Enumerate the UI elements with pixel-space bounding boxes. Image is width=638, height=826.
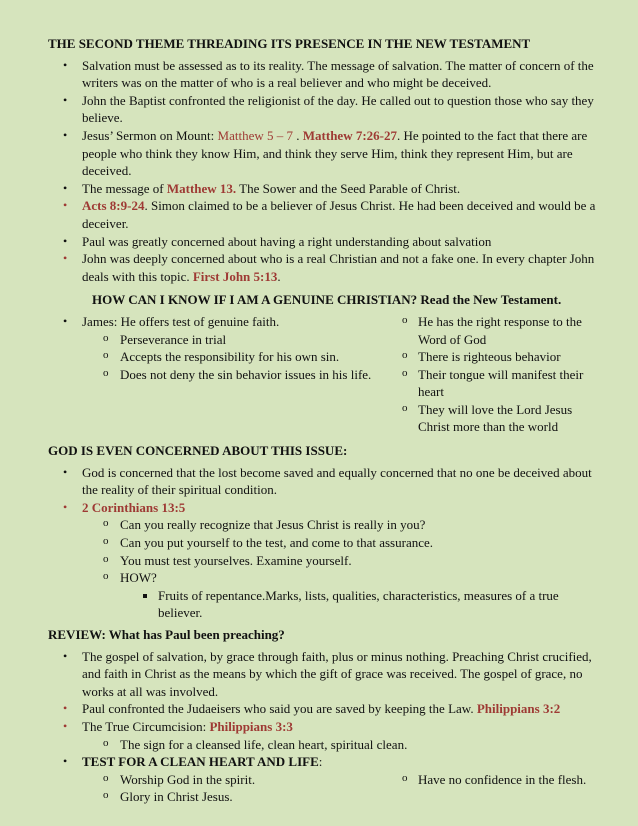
item-text: Have no confidence in the flesh. [418, 771, 587, 787]
section4-list [48, 648, 602, 771]
list-item [48, 250, 602, 285]
list-item [48, 648, 602, 701]
item-text: Does not deny the sin behavior issues in his life. [120, 366, 372, 382]
right-column [388, 771, 602, 806]
list-item [48, 736, 602, 754]
clean-heart-two-column [48, 771, 602, 806]
list-item [48, 569, 602, 587]
heading-god-concerned: GOD IS EVEN CONCERNED ABOUT THIS ISSUE: [48, 443, 348, 459]
item-text: Perseverance in trial [120, 331, 227, 347]
list-item [388, 366, 602, 401]
item-text: God is concerned that the lost become saved and equally concerned that no one be deceived about the reality of their spiritual condition. [82, 464, 592, 498]
item-text: You must test yourselves. Examine yourself. [120, 552, 352, 568]
list-item [48, 534, 602, 552]
scripture-ref: First John 5:13 [192, 268, 278, 284]
list-item [48, 788, 388, 806]
list-item [48, 348, 388, 366]
list-item [48, 464, 602, 499]
scripture-ref: Acts 8:9-24 [82, 198, 145, 214]
item-text: Their tongue will manifest their heart [418, 366, 584, 400]
scripture-ref: Matthew 7:26-27 [302, 127, 397, 143]
list-item [48, 587, 602, 622]
scripture-ref: Matthew 13. [166, 180, 237, 196]
list-item [48, 233, 602, 251]
list-item [48, 753, 602, 771]
item-text: Can you really recognize that Jesus Christ is really in you? [120, 517, 426, 533]
item-text: HOW? [120, 570, 157, 586]
test-heading: TEST FOR A CLEAN HEART AND LIFE [82, 754, 319, 770]
item-text: Jesus’ Sermon on Mount: [82, 127, 218, 143]
item-text: Fruits of repentance.Marks, lists, qualities, characteristics, measures of a true believer. [158, 587, 559, 621]
scripture-ref: Philippians 3:3 [209, 718, 293, 734]
item-text: : [318, 754, 323, 770]
list-item [48, 127, 602, 180]
list-item [48, 700, 602, 718]
list-item [388, 401, 602, 436]
item-text: . [277, 268, 281, 284]
item-text: The message of [82, 180, 167, 196]
james-two-column [48, 313, 602, 436]
left-column [48, 313, 388, 436]
item-text: Glory in Christ Jesus. [120, 789, 233, 805]
list-item [48, 771, 388, 789]
list-item [48, 718, 602, 736]
list-item [48, 92, 602, 127]
item-text: The True Circumcision: [82, 718, 210, 734]
item-text: . He pointed to the fact that there are people who think they know Him, and think they serve Him, think they represent Him, but are deceived. [82, 127, 588, 179]
list-item [48, 180, 602, 198]
heading-review: REVIEW: What has Paul been preaching? [48, 627, 285, 642]
item-text: Paul was greatly concerned about having a right understanding about salvation [82, 233, 492, 249]
item-text: They will love the Lord Jesus Christ more than the world [418, 401, 573, 435]
list-item [48, 331, 388, 349]
scripture-ref: Philippians 3:2 [476, 701, 561, 717]
list-item [48, 516, 602, 534]
heading-second-theme: THE SECOND THEME THREADING ITS PRESENCE IN THE NEW TESTAMENT [48, 36, 531, 51]
scripture-ref: 2 Corinthians 13:5 [82, 499, 186, 515]
item-text: The gospel of salvation, by grace through faith, plus or minus nothing. Preaching Christ crucified, and faith in Christ as the means by which the gift of grace was received. The gospel of grace, no works at all was involved. [82, 648, 592, 699]
list-item [48, 57, 602, 92]
item-text: Can you put yourself to the test, and come to that assurance. [120, 535, 434, 551]
item-text: John was deeply concerned about who is a real Christian and not a fake one. In every chapter John deals with this topic. [82, 251, 595, 284]
list-item [48, 366, 388, 384]
list-item [48, 197, 602, 232]
list-item [48, 499, 602, 517]
item-text: James: He offers test of genuine faith. [82, 313, 280, 329]
heading-genuine-christian: HOW CAN I KNOW IF I AM A GENUINE CHRISTIAN? Read the New Testament. [92, 292, 562, 308]
list-item [48, 313, 388, 331]
list-item [388, 771, 602, 789]
list-item [48, 552, 602, 570]
item-text: Accepts the responsibility for his own sin. [120, 349, 340, 365]
list-item [388, 348, 602, 366]
item-text: Worship God in the spirit. [120, 771, 256, 787]
section1-list [48, 57, 602, 286]
right-column [388, 313, 602, 436]
left-column [48, 771, 388, 806]
scripture-ref: Matthew 5 – 7 [217, 127, 294, 143]
item-text: Paul confronted the Judaeisers who said you are saved by keeping the Law. [82, 701, 477, 717]
item-text: There is righteous behavior [418, 349, 561, 365]
item-text: Salvation must be assessed as to its reality. The message of salvation. The matter of concern of the writers was on the matter of who is a real believer and who might be deceived. [82, 57, 594, 91]
section3-list [48, 464, 602, 622]
item-text: . Simon claimed to be a believer of Jesus Christ. He had been deceived and would be a deceiver. [82, 198, 596, 231]
item-text: John the Baptist confronted the religionist of the day. He called out to question those who say they believe. [82, 92, 594, 126]
item-text: He has the right response to the Word of God [418, 313, 582, 347]
list-item [388, 313, 602, 348]
item-text: The Sower and the Seed Parable of Christ. [236, 180, 461, 196]
item-text: The sign for a cleansed life, clean heart, spiritual clean. [120, 736, 408, 752]
item-text: . [293, 127, 303, 143]
